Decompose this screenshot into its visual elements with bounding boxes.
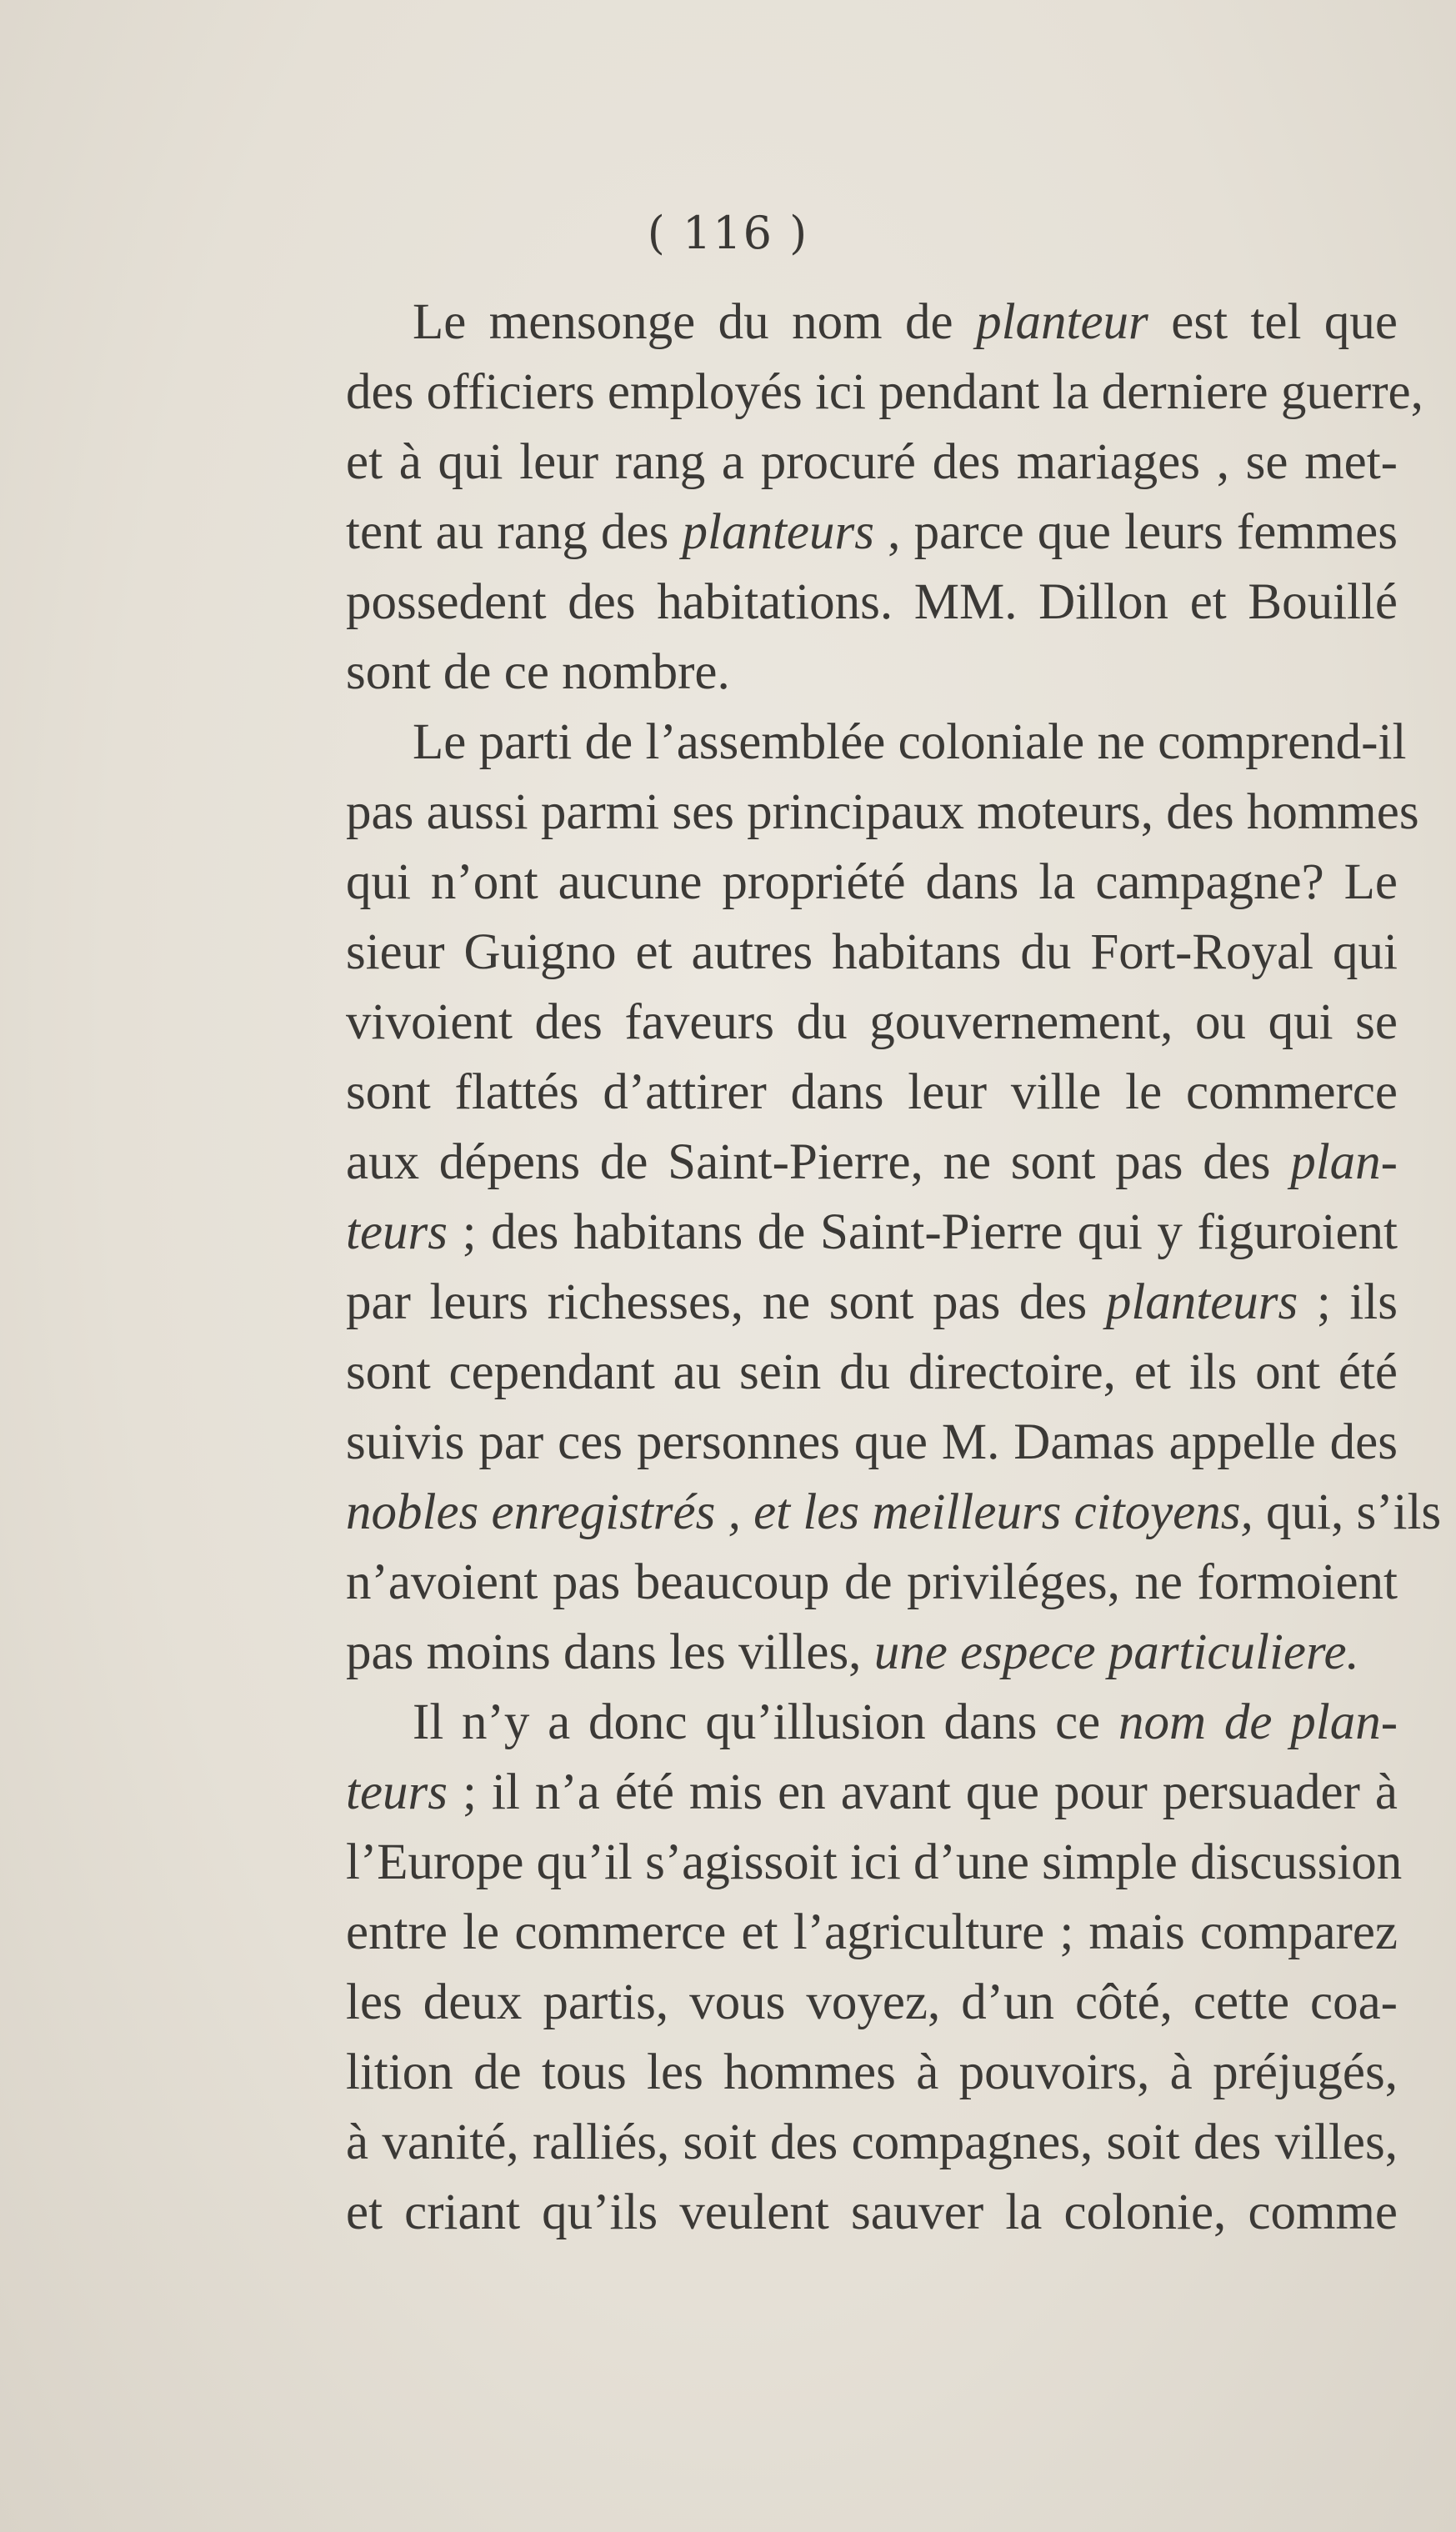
text-line [346,918,1398,988]
body-text [346,288,1442,2248]
text-line [346,498,1398,568]
text-line [346,568,1398,638]
text-line [346,1338,1398,1408]
text-line [346,1898,1398,1968]
text-line [346,1968,1398,2038]
text-line [346,708,1407,778]
italic-text: teurs [346,1764,448,1820]
page-number: ( 116 ) [647,207,809,259]
text-line [346,1128,1398,1198]
italic-text: une espece particuliere. [873,1624,1359,1680]
text-segment: sont de ce nombre. [346,644,730,700]
text-segment: tent au rang des [346,504,683,560]
text-line [346,1688,1398,1758]
text-line [346,1478,1442,1548]
text-segment: et à qui leur rang a procuré des mariages , se met- [346,434,1398,490]
text-line [346,1618,1398,1688]
text-segment: par leurs richesses, ne sont pas des [346,1274,1106,1330]
text-segment: sont flattés d’attirer dans leur ville le commerce [346,1064,1398,1120]
text-segment: à vanité, ralliés, soit des compagnes, soit des villes, [346,2114,1398,2170]
text-line [346,2038,1398,2108]
text-segment: qui n’ont aucune propriété dans la campagne? Le [346,854,1398,910]
text-segment: ; ils [1298,1274,1398,1330]
text-line [346,358,1423,428]
text-line [346,1758,1398,1828]
text-segment: Le parti de l’assemblée coloniale ne comprend-il [413,714,1407,770]
text-line [346,1828,1403,1898]
italic-text: planteurs [1105,1274,1298,1330]
text-line [346,1058,1398,1128]
text-line [346,988,1398,1058]
text-line [346,638,1398,708]
text-segment: lition de tous les hommes à pouvoirs, à préjugés, [346,2044,1398,2100]
italic-text: plan- [1290,1134,1398,1190]
text-segment: les deux partis, vous voyez, d’un côté, cette coa- [346,1974,1398,2030]
text-segment: possedent des habitations. MM. Dillon et Bouillé [346,574,1398,630]
text-segment: des officiers employés ici pendant la derniere guerre, [346,364,1423,420]
text-segment: , parce que leurs femmes [873,504,1398,560]
text-line [346,778,1419,848]
text-segment: aux dépens de Saint-Pierre, ne sont pas des [346,1134,1291,1190]
text-segment: pas aussi parmi ses principaux moteurs, des hommes [346,784,1419,840]
text-segment: pas moins dans les villes, [346,1624,874,1680]
text-segment: et criant qu’ils veulent sauver la colonie, comme [346,2184,1398,2240]
text-line [346,288,1398,358]
text-segment: sieur Guigno et autres habitans du Fort-Royal qui [346,924,1398,980]
text-segment: suivis par ces personnes que M. Damas appelle des [346,1414,1398,1470]
text-segment: qui, s’ils [1253,1484,1442,1540]
text-line [346,428,1398,498]
text-segment: est tel que [1148,294,1398,350]
italic-text: nom de plan- [1118,1694,1398,1750]
text-segment: entre le commerce et l’agriculture ; mais comparez [346,1904,1398,1960]
text-line [346,1198,1398,1268]
italic-text: planteur [976,294,1148,350]
text-line [346,2178,1398,2248]
italic-text: nobles enregistrés , et les meilleurs citoyens, [346,1484,1253,1540]
text-segment: l’Europe qu’il s’agissoit ici d’une simple discussion [346,1834,1403,1890]
text-segment: n’avoient pas beaucoup de priviléges, ne formoient [346,1554,1398,1610]
text-line [346,1268,1398,1338]
text-segment: Le mensonge du nom de [413,294,977,350]
text-segment: ; des habitans de Saint-Pierre qui y figuroient [448,1204,1398,1260]
text-line [346,2108,1398,2178]
text-line [346,1548,1398,1618]
text-segment: sont cependant au sein du directoire, et ils ont été [346,1344,1398,1400]
text-segment: ; il n’a été mis en avant que pour persuader à [448,1764,1398,1820]
text-segment: Il n’y a donc qu’illusion dans ce [413,1694,1119,1750]
text-segment: vivoient des faveurs du gouvernement, ou qui se [346,994,1398,1050]
text-line [346,848,1398,918]
italic-text: teurs [346,1204,448,1260]
italic-text: planteurs [682,504,874,560]
text-line [346,1408,1398,1478]
